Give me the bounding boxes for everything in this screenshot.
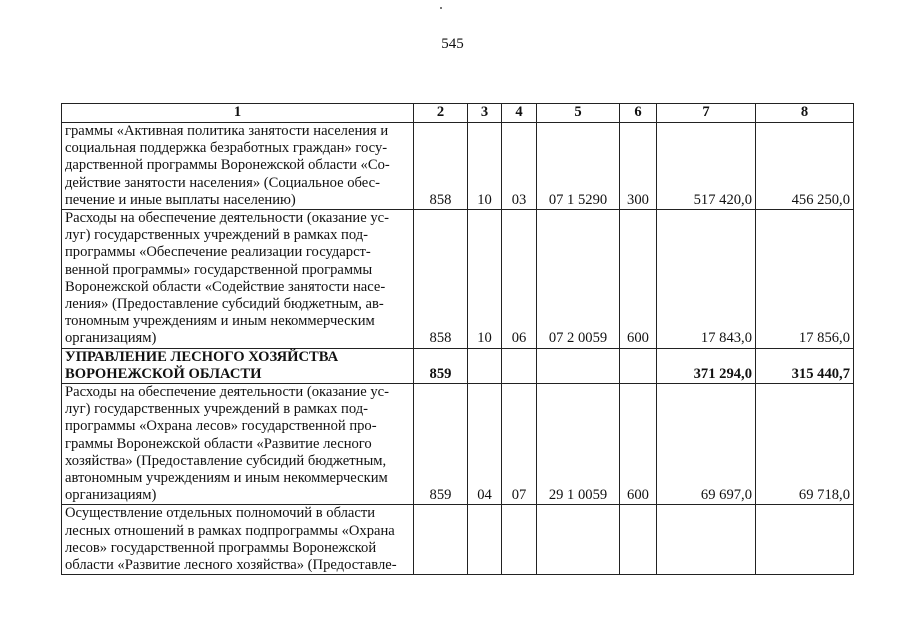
table-header-row [62, 104, 854, 123]
amount-col-7: 69 697,0 [657, 384, 756, 505]
description-line: автономным учреждениям и иным некоммерческим [65, 470, 388, 487]
description-line: ления» (Предоставление субсидий бюджетным, ав- [65, 296, 384, 313]
subsection-code: 06 [502, 210, 537, 349]
description-line: лесов» государственной программы Воронежской [65, 539, 377, 556]
expense-type-code: 300 [620, 123, 657, 210]
ministry-code: 858 [414, 210, 468, 349]
amount-col-8: 456 250,0 [756, 123, 854, 210]
header-col-2: 2 [414, 104, 468, 123]
target-article-code [537, 505, 620, 575]
subsection-code: 07 [502, 384, 537, 505]
header-col-8: 8 [756, 104, 854, 123]
description-line: программы «Обеспечение реализации государст- [65, 244, 371, 261]
row-description [62, 348, 414, 383]
section-code: 10 [468, 210, 502, 349]
ministry-code: 859 [414, 384, 468, 505]
ministry-code [414, 505, 468, 575]
description-line: УПРАВЛЕНИЕ ЛЕСНОГО ХОЗЯЙСТВА [65, 348, 339, 365]
description-line: Воронежской области «Содействие занятости насе- [65, 278, 386, 295]
expense-type-code [620, 348, 657, 383]
table-row [62, 505, 854, 575]
header-col-5: 5 [537, 104, 620, 123]
section-code: 10 [468, 123, 502, 210]
description-line: социальная поддержка безработных граждан» госу- [65, 140, 388, 157]
expense-type-code: 600 [620, 210, 657, 349]
table-row [62, 210, 854, 349]
subsection-code [502, 348, 537, 383]
description-line: области «Развитие лесного хозяйства» (Предоставле- [65, 557, 397, 574]
section-code: 04 [468, 384, 502, 505]
ministry-code: 859 [414, 348, 468, 383]
description-line: дарственной программы Воронежской области «Со- [65, 157, 390, 174]
target-article-code [537, 348, 620, 383]
description-line: луг) государственных учреждений в рамках под- [65, 401, 369, 418]
description-line: луг) государственных учреждений в рамках под- [65, 227, 369, 244]
amount-col-7 [657, 505, 756, 575]
description-line: лесных отношений в рамках подпрограммы «Охрана [65, 522, 395, 539]
target-article-code: 07 2 0059 [537, 210, 620, 349]
row-description [62, 505, 414, 575]
description-line: действие занятости населения» (Социальное обес- [65, 174, 380, 191]
description-line: программы «Охрана лесов» государственной про- [65, 418, 377, 435]
description-line: тономным учреждениям и иным некоммерческим [65, 313, 375, 330]
amount-col-7: 517 420,0 [657, 123, 756, 210]
header-col-6: 6 [620, 104, 657, 123]
description-line: Осуществление отдельных полномочий в области [65, 505, 376, 522]
header-col-4: 4 [502, 104, 537, 123]
ministry-code: 858 [414, 123, 468, 210]
amount-col-7: 371 294,0 [657, 348, 756, 383]
subsection-code: 03 [502, 123, 537, 210]
header-col-7: 7 [657, 104, 756, 123]
budget-table [61, 103, 854, 575]
header-col-3: 3 [468, 104, 502, 123]
table-row [62, 384, 854, 505]
section-code [468, 505, 502, 575]
row-description [62, 123, 414, 210]
amount-col-7: 17 843,0 [657, 210, 756, 349]
description-line: печение и иные выплаты населению) [65, 191, 296, 208]
expense-type-code [620, 505, 657, 575]
description-line: венной программы» государственной программы [65, 261, 373, 278]
row-description [62, 384, 414, 505]
amount-col-8: 69 718,0 [756, 384, 854, 505]
header-col-1: 1 [62, 104, 414, 123]
page-number: 545 [441, 36, 464, 52]
description-line: хозяйства» (Предоставление субсидий бюджетным, [65, 452, 387, 469]
amount-col-8: 17 856,0 [756, 210, 854, 349]
section-code [468, 348, 502, 383]
table-row [62, 123, 854, 210]
expense-type-code: 600 [620, 384, 657, 505]
amount-col-8 [756, 505, 854, 575]
description-line: ВОРОНЕЖСКОЙ ОБЛАСТИ [65, 365, 262, 382]
description-line: Расходы на обеспечение деятельности (оказание ус- [65, 384, 389, 401]
target-article-code: 07 1 5290 [537, 123, 620, 210]
target-article-code: 29 1 0059 [537, 384, 620, 505]
description-line: граммы Воронежской области «Развитие лесного [65, 435, 372, 452]
table-row-section-heading [62, 348, 854, 383]
description-line: Расходы на обеспечение деятельности (оказание ус- [65, 210, 389, 227]
amount-col-8: 315 440,7 [756, 348, 854, 383]
description-line: организациям) [65, 330, 157, 347]
description-line: организациям) [65, 487, 157, 504]
subsection-code [502, 505, 537, 575]
row-description [62, 210, 414, 349]
scan-speck [440, 7, 442, 9]
description-line: граммы «Активная политика занятости населения и [65, 123, 389, 139]
